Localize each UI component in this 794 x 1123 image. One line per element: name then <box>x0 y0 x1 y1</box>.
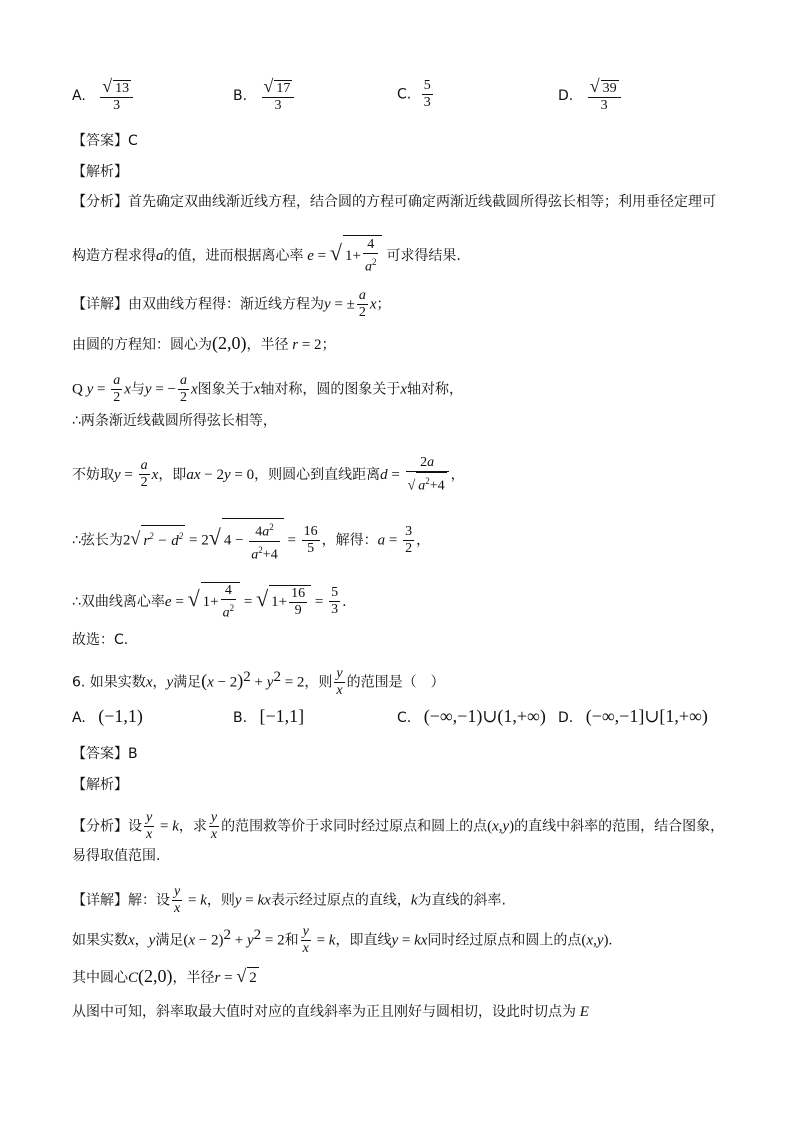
text: ，即 <box>158 466 187 483</box>
option-denominator: 3 <box>274 98 282 113</box>
text: ，则 <box>206 892 235 909</box>
text: 如果实数 <box>72 932 128 949</box>
q5-option-d <box>558 78 623 114</box>
text: ，半径 <box>172 970 215 986</box>
q6-detail2: 如果实数x，y满足$(x - 2)^2 + y^2 = 2$和 $\frac{y}{x}$ = k，即直线y = kx同时经过原点和圆上的点(x,y). <box>72 924 613 956</box>
q5-detail5: 不妨取y = $\frac{a}{2}$ x，即ax − 2y = 0，则圆心到直线距离d = $\frac{2a}{√ a^2+4}$ ， <box>72 455 465 494</box>
text: ， <box>152 674 167 691</box>
q5-analysis-line2: 构造方程求得a的值，进而根据离心率 e = √ 1+ $\frac{4}{a^2}$ 可求得结果. <box>72 237 461 275</box>
q6-option-c <box>397 706 546 727</box>
option-value: (−∞,−1]∪[1,+∞) <box>585 706 708 726</box>
option-label: B. <box>233 88 248 104</box>
text: 轴对称， <box>407 381 464 398</box>
q6-option-a <box>72 706 143 727</box>
q5-detail2: 由圆的方程知：圆心为(2,0)，半径 r = 2； <box>72 333 336 353</box>
text: 的直线中斜率的范围，结合图象， <box>514 818 725 835</box>
option-fraction: $\frac{√ 17}{3}$ <box>262 78 295 114</box>
option-label: D. <box>558 88 574 104</box>
text: 由圆的方程知：圆心为 <box>72 337 212 353</box>
q5-answer: 【答案】C <box>72 133 138 149</box>
text: 图象关于 <box>197 381 254 398</box>
text: 为直线的斜率. <box>417 892 506 909</box>
text: ，则 <box>304 674 333 691</box>
option-value: (−1,1) <box>98 706 143 726</box>
text: ∴双曲线离心率 <box>72 593 165 610</box>
text: 其中圆心 <box>72 970 128 986</box>
option-fraction: $\frac{√ 39}{3}$ <box>588 78 621 114</box>
q5-option-a <box>72 78 135 114</box>
option-denominator: 3 <box>423 95 431 110</box>
text: ∴弦长为 <box>72 532 123 549</box>
q6-analysis-tag: 【解析】 <box>72 777 128 793</box>
q5-option-b <box>233 78 296 114</box>
q6-option-b <box>233 706 304 727</box>
option-numerator: 17 <box>276 81 291 96</box>
text: 与 <box>130 381 145 398</box>
text: 表示经过原点的直线， <box>270 892 411 909</box>
text: ，则圆心到直线距离 <box>254 466 381 483</box>
q6-option-d <box>558 706 708 727</box>
option-label: D. <box>558 710 574 726</box>
text: 的范围是（ ） <box>346 674 445 691</box>
option-value: [−1,1] <box>259 706 305 726</box>
q6-detail4: 从图中可知，斜率取最大值时对应的直线斜率为正且刚好与圆相切，设此时切点为 E <box>72 1004 589 1020</box>
text: ，半径 <box>246 337 289 353</box>
option-label: C. <box>397 710 412 726</box>
text: 不妨取 <box>72 466 114 483</box>
text: 构造方程求得 <box>72 247 156 264</box>
q6-stem: 6. 如果实数x，y满足$(x - 2)^2 + y^2 = 2$，则 $\frac{y}{x}$ 的范围是（ ） <box>72 666 445 698</box>
text: 同时经过原点和圆上的点 <box>427 932 582 949</box>
q5-option-c <box>397 78 435 111</box>
text: 【分析】设 <box>72 818 142 835</box>
q5-detail1: 【详解】由双曲线方程得：渐近线方程为y = ± $\frac{a}{2}$ x； <box>72 288 391 320</box>
q5-analysis-line1: 【分析】首先确定双曲线渐近线方程，结合圆的方程可确定两渐近线截圆所得弦长相等；利用垂径定理可 <box>72 194 716 210</box>
option-numerator: 39 <box>602 81 617 96</box>
text: 的值，进而根据离心率 <box>163 247 304 264</box>
text: ，解得： <box>321 532 378 549</box>
option-value: (−∞,−1)∪(1,+∞) <box>423 706 546 726</box>
q5-analysis-tag: 【解析】 <box>72 164 128 180</box>
text: 【详解】由双曲线方程得：渐近线方程为 <box>72 296 324 313</box>
text: 可求得结果. <box>386 247 461 264</box>
text: ，即直线 <box>335 932 392 949</box>
q6-detail3: 其中圆心C(2,0)，半径r = √ 2 <box>72 966 257 986</box>
text: 的范围救等价于求同时经过原点和圆上的点 <box>221 818 488 835</box>
text: 满足 <box>155 932 184 949</box>
option-label: A. <box>72 88 86 104</box>
q6-answer: 【答案】B <box>72 746 138 762</box>
text: ，求 <box>178 818 207 835</box>
text: 从图中可知，斜率取最大值时对应的直线斜率为正且刚好与圆相切，设此时切点为 <box>72 1004 576 1020</box>
option-label: A. <box>72 710 86 726</box>
q6-analysis-line2: 易得取值范围. <box>72 848 161 864</box>
q6-detail1: 【详解】解：设 $\frac{y}{x}$ = k，则y = kx表示经过原点的直线，k为直线的斜率. <box>72 884 506 916</box>
q5-detail7: ∴双曲线离心率e = √ 1+ $\frac{4}{a^2}$ = √ 1+ $\frac{16}{9}$ = $\frac{5}{3}$ . <box>72 583 347 621</box>
option-denominator: 3 <box>600 98 608 113</box>
option-fraction <box>422 78 433 111</box>
q5-choose: 故选：C. <box>72 632 129 648</box>
option-label: B. <box>233 710 248 726</box>
option-denominator: 3 <box>113 98 121 113</box>
text: 轴对称，圆的图象关于 <box>260 381 401 398</box>
q5-detail6: ∴弦长为2√ $r^2 - d^2 = 2√$ 4 − $\frac{4a^2}{a^2+4}$ = $\frac{16}{5}$ ，解得：a = $\frac{3}{2}$ ， <box>72 518 430 563</box>
text: 和 <box>284 932 299 949</box>
text: 【详解】解：设 <box>72 892 170 909</box>
q5-detail4: ∴两条渐近线截圆所得弦长相等， <box>72 413 277 429</box>
option-numerator: 5 <box>423 78 431 93</box>
option-numerator: 13 <box>115 81 130 96</box>
text: 满足 <box>173 674 202 691</box>
text: 6. 如果实数 <box>72 674 146 691</box>
q6-analysis-line1: 【分析】设 $\frac{y}{x}$ = k，求 $\frac{y}{x}$ 的范围救等价于求同时经过原点和圆上的点(x,y)的直线中斜率的范围，结合图象， <box>72 810 725 842</box>
q5-detail3: Q y = $\frac{a}{2}$ x与y = − $\frac{a}{2}$ x图象关于x轴对称，圆的图象关于x轴对称， <box>72 373 464 405</box>
option-fraction: $\frac{√ 13}{3}$ <box>100 78 133 114</box>
option-label: C. <box>397 86 412 103</box>
